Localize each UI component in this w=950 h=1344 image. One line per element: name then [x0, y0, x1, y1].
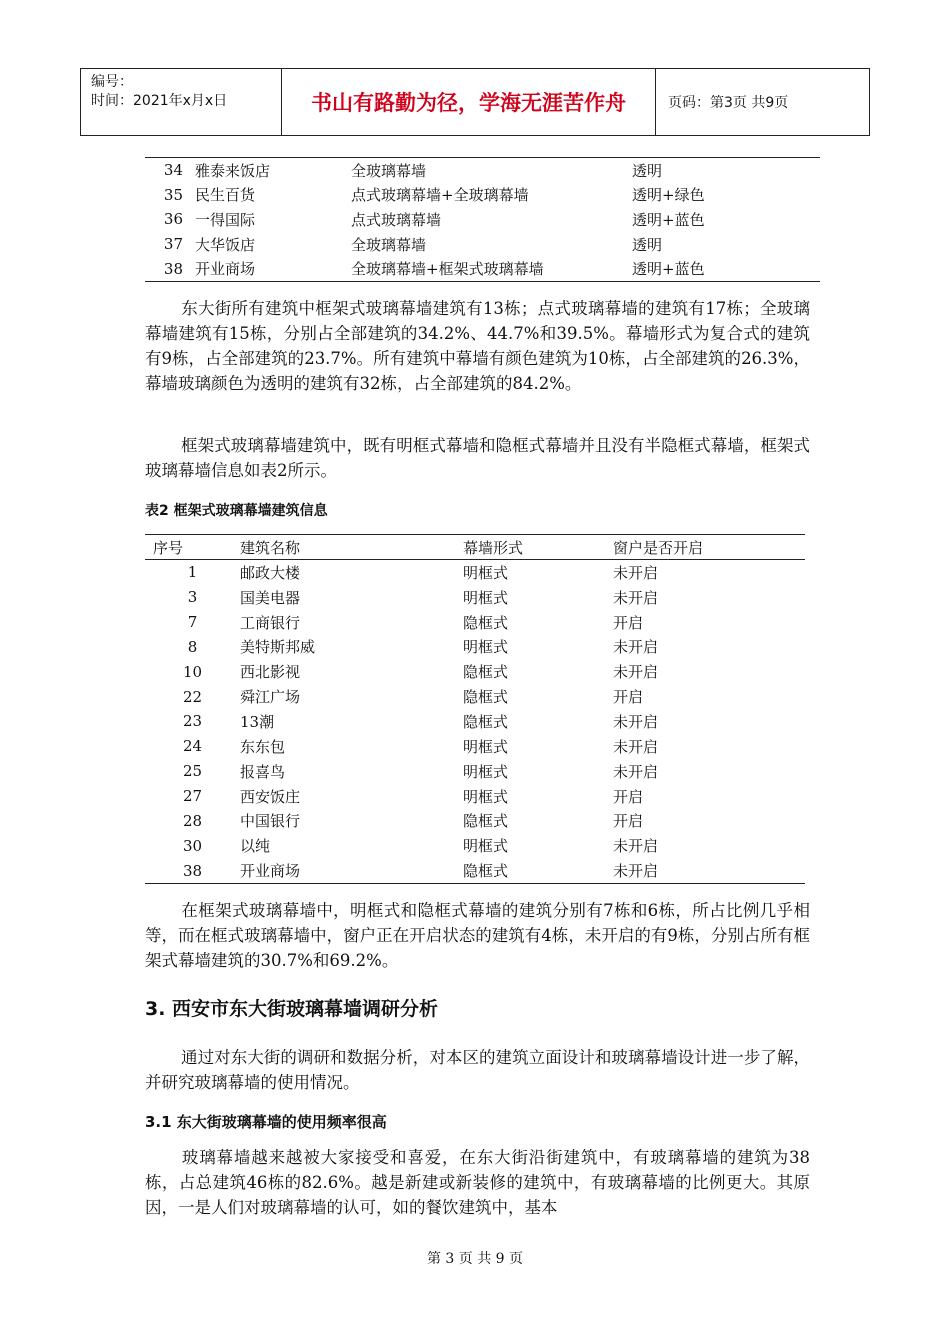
cell-no: 23	[182, 712, 203, 731]
cell-window: 开启	[613, 688, 644, 707]
cell-no: 37	[163, 235, 183, 254]
cell-window: 未开启	[613, 663, 659, 682]
header-motto: 书山有路勤为径，学海无涯苦作舟	[282, 69, 656, 135]
cell-name: 以纯	[240, 837, 271, 856]
table-row	[145, 183, 820, 208]
cell-form: 点式玻璃幕墙	[351, 210, 442, 229]
cell-window: 未开启	[613, 762, 659, 781]
cell-name: 西安饭庄	[240, 787, 301, 806]
cell-form: 全玻璃幕墙	[351, 161, 427, 180]
cell-name: 13潮	[240, 712, 275, 731]
cell-no: 7	[187, 613, 198, 632]
paragraph-framed-stats: 东大街所有建筑中框架式玻璃幕墙建筑有13栋；点式玻璃幕墙的建筑有17栋；全玻璃幕墙建筑有15栋，分别占全部建筑的34.2%、44.7%和39.5%。幕墙形式为复合式的建筑有9栋，占全部建筑的23.7%。所有建筑中幕墙有颜色建筑为10栋，占全部建筑的26.3%，幕墙玻璃颜色为透明的建筑有32栋，占全部建筑的84.2%。	[145, 299, 810, 393]
cell-name: 中国银行	[240, 812, 301, 831]
cell-form: 明框式	[463, 563, 509, 582]
header-time: 时间：2021年x月x日	[91, 93, 228, 109]
cell-no: 3	[187, 588, 198, 607]
paragraph-section3-intro: 通过对东大街的调研和数据分析，对本区的建筑立面设计和玻璃幕墙设计进一步了解，并研究玻璃幕墙的使用情况。	[145, 1048, 810, 1092]
page-header	[80, 68, 870, 136]
table-row	[145, 158, 820, 183]
paragraph-usage: 玻璃幕墙越来越被大家接受和喜爱，在东大街沿街建筑中，有玻璃幕墙的建筑为38栋，占总建筑46栋的82.6%。越是新建或新装修的建筑中，有玻璃幕墙的比例更大。其原因，一是人们对玻璃幕墙的认可，如的餐饮建筑中，基本	[145, 1148, 810, 1217]
col-header-form: 幕墙形式	[463, 535, 613, 560]
cell-name: 国美电器	[240, 588, 301, 607]
table1-continuation	[145, 157, 820, 282]
cell-form: 隐框式	[463, 862, 509, 881]
cell-no: 24	[182, 737, 203, 756]
cell-no: 1	[187, 563, 198, 582]
cell-color: 透明	[632, 235, 663, 254]
cell-window: 未开启	[613, 737, 659, 756]
section-3-1-title: 3.1 东大街玻璃幕墙的使用频率很高	[145, 1113, 387, 1131]
cell-no: 38	[163, 259, 183, 278]
cell-window: 开启	[613, 787, 644, 806]
cell-window: 开启	[613, 812, 644, 831]
cell-color: 透明+蓝色	[632, 210, 705, 229]
cell-form: 明框式	[463, 737, 509, 756]
table-row	[145, 759, 805, 784]
cell-form: 明框式	[463, 787, 509, 806]
table2	[145, 534, 805, 884]
cell-window: 未开启	[613, 638, 659, 657]
paragraph-framed-intro: 框架式玻璃幕墙建筑中，既有明框式幕墙和隐框式幕墙并且没有半隐框式幕墙，框架式玻璃幕墙信息如表2所示。	[145, 436, 810, 480]
cell-name: 雅泰来饭店	[195, 161, 271, 180]
cell-name: 舜江广场	[240, 688, 301, 707]
table-row	[145, 635, 805, 660]
cell-no: 34	[163, 161, 183, 180]
cell-window: 未开启	[613, 837, 659, 856]
header-code: 编号：	[91, 74, 133, 90]
cell-name: 大华饭店	[195, 235, 256, 254]
cell-form: 隐框式	[463, 688, 509, 707]
cell-name: 东东包	[240, 737, 286, 756]
cell-window: 未开启	[613, 588, 659, 607]
table2-caption: 表2 框架式玻璃幕墙建筑信息	[145, 503, 328, 519]
table-row	[145, 560, 805, 585]
table-row	[145, 709, 805, 734]
table-header-row	[145, 535, 805, 560]
cell-color: 透明	[632, 161, 663, 180]
cell-window: 开启	[613, 613, 644, 632]
cell-form: 全玻璃幕墙	[351, 235, 427, 254]
cell-window: 未开启	[613, 862, 659, 881]
table-row	[145, 808, 805, 833]
cell-color: 透明+绿色	[632, 186, 705, 205]
cell-form: 全玻璃幕墙+框架式玻璃幕墙	[351, 260, 544, 279]
table-row	[145, 585, 805, 610]
paragraph-framed-analysis: 在框架式玻璃幕墙中，明框式和隐框式幕墙的建筑分别有7栋和6栋，所占比例几乎相等，而在框式玻璃幕墙中，窗户正在开启状态的建筑有4栋，未开启的有9栋，分别占所有框架式幕墙建筑的30.7%和69.2%。	[145, 901, 810, 970]
cell-name: 开业商场	[240, 862, 301, 881]
table-row	[145, 734, 805, 759]
cell-window: 未开启	[613, 563, 659, 582]
cell-color: 透明+蓝色	[632, 260, 705, 279]
cell-window: 未开启	[613, 712, 659, 731]
cell-no: 10	[182, 662, 203, 681]
table-row	[145, 610, 805, 635]
cell-form: 明框式	[463, 762, 509, 781]
cell-form: 隐框式	[463, 663, 509, 682]
cell-name: 一得国际	[195, 210, 256, 229]
cell-no: 38	[182, 861, 203, 880]
table-row	[145, 659, 805, 684]
header-page-number: 页码：第3页 共9页	[668, 95, 789, 111]
table-row	[145, 784, 805, 809]
page-footer: 第 3 页 共 9 页	[426, 1251, 524, 1267]
table-row	[145, 256, 820, 281]
cell-no: 8	[187, 637, 198, 656]
header-meta	[81, 69, 282, 135]
col-header-window: 窗户是否开启	[613, 535, 805, 560]
cell-no: 25	[182, 762, 203, 781]
cell-form: 隐框式	[463, 712, 509, 731]
table-row	[145, 833, 805, 858]
section-3-title: 3. 西安市东大街玻璃幕墙调研分析	[145, 998, 439, 1020]
cell-name: 报喜鸟	[240, 762, 286, 781]
table-row	[145, 207, 820, 232]
cell-name: 开业商场	[195, 260, 256, 279]
cell-no: 36	[163, 210, 183, 229]
col-header-name: 建筑名称	[240, 535, 463, 560]
col-header-no: 序号	[145, 535, 240, 560]
cell-name: 工商银行	[240, 613, 301, 632]
cell-name: 西北影视	[240, 663, 301, 682]
cell-form: 点式玻璃幕墙+全玻璃幕墙	[351, 186, 529, 205]
cell-form: 明框式	[463, 638, 509, 657]
cell-no: 27	[182, 787, 203, 806]
cell-form: 明框式	[463, 837, 509, 856]
cell-no: 35	[163, 185, 183, 204]
cell-name: 美特斯邦威	[240, 638, 316, 657]
cell-form: 隐框式	[463, 812, 509, 831]
cell-name: 民生百货	[195, 186, 256, 205]
cell-name: 邮政大楼	[240, 563, 301, 582]
cell-form: 隐框式	[463, 613, 509, 632]
table-row	[145, 232, 820, 257]
cell-no: 28	[182, 811, 203, 830]
cell-form: 明框式	[463, 588, 509, 607]
table-row	[145, 684, 805, 709]
cell-no: 22	[182, 687, 203, 706]
table-row	[145, 858, 805, 883]
cell-no: 30	[182, 836, 203, 855]
